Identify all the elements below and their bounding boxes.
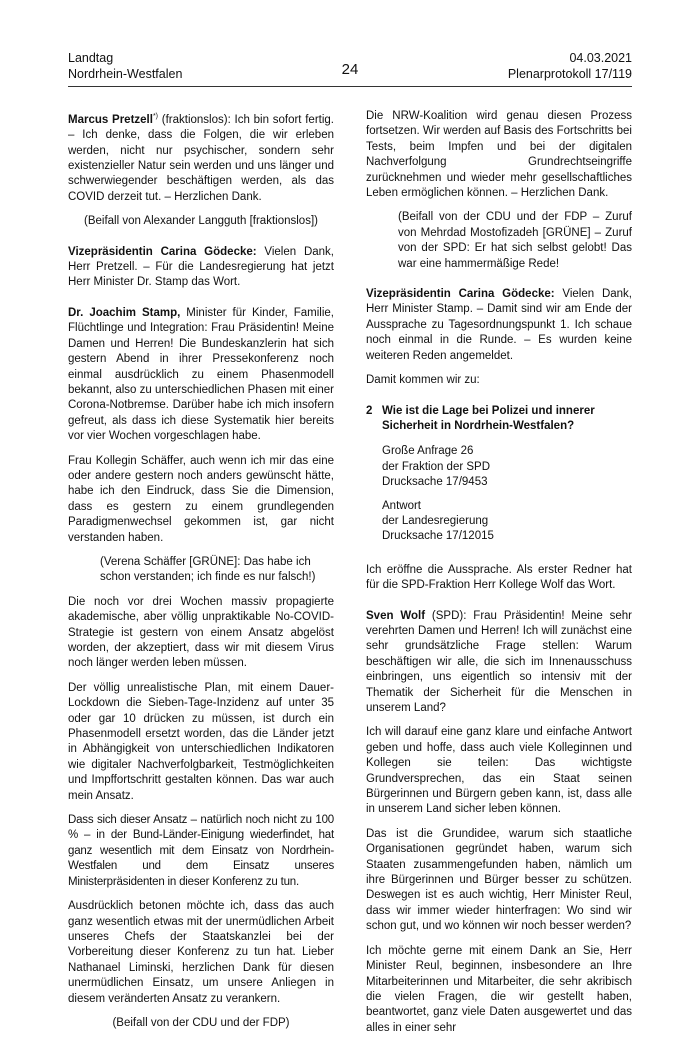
speaker-name: Vizepräsidentin Carina Gödecke: <box>366 288 555 301</box>
interjection-applause: (Beifall von der CDU und der FDP) <box>112 1016 290 1029</box>
agenda-number: 2 <box>366 404 373 417</box>
paragraph: Damit kommen wir zu: <box>366 374 480 387</box>
paragraph: Ich möchte gerne mit einem Dank an Sie, Herr Minister Reul, beginnen, insbesondere an Ihre Mitarbeiterinnen und Mitarbeiter, die sehr akribisch die vielen Fragen, die wir gestellt haben, beantwortet, ganz viele Daten ausgewertet und das alles in einer sehr <box>366 944 632 1034</box>
interjection-applause: (Beifall von Alexander Langguth [fraktionslos]) <box>84 215 318 228</box>
document-reference-answer <box>366 499 632 545</box>
doc-line: der Fraktion der SPD <box>382 460 491 473</box>
agenda-title: Wie ist die Lage bei Polizei und innerer Sicherheit in Nordrhein-Westfalen? <box>382 404 595 432</box>
speaker-name: Vizepräsidentin Carina Gödecke: <box>68 245 257 258</box>
speech-text: Minister für Kinder, Familie, Flüchtlinge und Integration: Frau Präsidentin! Meine Damen und Herren! Die Bundeskanzlerin hat sich gestern Abend in ihrer Pressekonferenz noch einmal ausdrücklich zu einem Phasenmodell bekannt, also zu unterschiedlichen Phasen mit einer Corona-Notbremse. Darüber habe ich mich insofern gefreut, als dass ich diese Systematik hier bereits vor vier Wochen vorgeschlagen habe. <box>68 306 334 443</box>
doc-line: der Landesregierung <box>382 514 489 527</box>
doc-line: Antwort <box>382 499 421 512</box>
agenda-item-heading <box>366 404 632 435</box>
header-right <box>508 50 632 82</box>
paragraph: Ich will darauf eine ganz klare und einfache Antwort geben und hoffe, dass auch viele Kolleginnen und Kollegen sie teilen: Das wichtigste Grundversprechen, das ein Staat seinen Bürgerinnen und Bürgern geben kann, ist, dass alle in unserem Land sicher leben können. <box>366 726 632 816</box>
footnote-mark: *) <box>152 113 158 120</box>
speech-vice-president <box>366 287 632 364</box>
speech-pretzell <box>68 109 334 205</box>
speaker-name: Marcus Pretzell <box>68 113 153 126</box>
doc-line: Drucksache 17/12015 <box>382 530 494 543</box>
speech-wolf <box>366 609 632 717</box>
paragraph: Ausdrücklich betonen möchte ich, dass das auch ganz wesentlich etwas mit der unermüdlichen Arbeit unseres Chefs der Staatskanzlei bei der Vorbereitung dieser Konferenz zu tun hat. Lieber Nathanael Liminski, herzlichen Dank für diesen unermüdlichen Einsatz, um unsere Anliegen in diesem veränderten Ansatz zu verankern. <box>68 900 334 1005</box>
paragraph: Das ist die Grundidee, warum sich staatliche Organisationen gegründet haben, warum sich Staaten zusammengefunden haben, nämlich um ihre Bürgerinnen und Bürger besser zu schützen. Deswegen ist es auch wichtig, Herr Minister Reul, dass wir immer wieder hinterfragen: Wo sind wir schon gut, und wo können wir noch besser werden? <box>366 827 632 933</box>
speech-stamp <box>68 306 334 445</box>
speech-text: Vielen Dank, Herr Minister Stamp. – Damit sind wir am Ende der Aussprache zu Tagesordnungspunkt 1. Ich schaue noch einmal in die Runde. – Es wurden keine weiteren Reden angemeldet. <box>366 288 632 362</box>
speech-text: (fraktionslos): Ich bin sofort fertig. – Ich denke, dass die Folgen, die wir erleben werden, nicht nur psychischer, sondern sehr existenzieller Natur sein werden und uns länger und schwerwiegender beschäftigen werden, als das COVID derzeit tut. – Herzlichen Dank. <box>68 113 335 203</box>
header-rule <box>68 86 632 87</box>
header-parliament: Landtag <box>68 51 114 65</box>
header-protocol: Plenarprotokoll 17/119 <box>507 67 632 81</box>
page-header <box>68 50 632 84</box>
left-column <box>68 109 334 1040</box>
paragraph: Ich eröffne die Aussprache. Als erster Redner hat für die SPD-Fraktion Herr Kollege Wolf das Wort. <box>366 563 632 592</box>
interjection-applause: (Beifall von der CDU und der FDP – Zuruf von Mehrdad Mostofizadeh [GRÜNE] – Zuruf von der SPD: Er hat sich selbst gelobt! Das war eine hammermäßige Rede! <box>398 211 632 270</box>
speech-text: Vielen Dank, Herr Pretzell. – Für die Landesregierung hat jetzt Herr Minister Dr. Stamp das Wort. <box>68 245 334 289</box>
header-state: Nordrhein-Westfalen <box>68 67 183 81</box>
right-column <box>366 109 632 1045</box>
paragraph: Die noch vor drei Wochen massiv propagierte akademische, aber völlig unpraktikable No-COVID-Strategie ist gestern von einem Ansatz abgelöst worden, der akzeptiert, dass wir mit diesem Virus noch länger werden leben müssen. <box>68 595 334 670</box>
speech-vice-president <box>68 245 334 291</box>
paragraph: Die NRW-Koalition wird genau diesen Prozess fortsetzen. Wir werden auf Basis des Fortschritts bei Tests, beim Impfen und bei der digitalen Nachverfolgung Grundrechtseingriffe zurücknehmen und wieder mehr gesellschaftliches Leben ermöglichen können. – Herzlichen Dank. <box>366 110 632 200</box>
speech-text: (SPD): Frau Präsidentin! Meine sehr verehrten Damen und Herren! Ich will zunächst eine sehr grundsätzliche Frage stellen: Warum beschäftigen wir alle, die sich im Innenausschuss einbringen, uns eigentlich so intensiv mit der Thematik der Sicherheit für die Menschen in unserem Land? <box>366 609 632 714</box>
header-date: 04.03.2021 <box>569 51 632 65</box>
paragraph: Frau Kollegin Schäffer, auch wenn ich mir das eine oder andere gestern noch anders gewünscht hätte, habe ich den Eindruck, dass Sie die Dimension, dass es gestern zu einem grundlegenden Paradigmenwechsel gekommen ist, gar nicht verstanden haben. <box>68 454 334 544</box>
paragraph: Der völlig unrealistische Plan, mit einem Dauer-Lockdown die Sieben-Tage-Inzidenz auf unter 35 oder gar 10 drücken zu müssen, ist durch ein Phasenmodell ersetzt worden, das die Länder jetzt in Abhängigkeit von unterschiedlichen Indikatoren wie digitaler Nachverfolgbarkeit, Testmöglichkeiten und Impffortschritt gestalten können. Das war auch mein Ansatz. <box>68 681 334 802</box>
page-number: 24 <box>341 61 359 78</box>
interjection-schaeffer: (Verena Schäffer [GRÜNE]: Das habe ich schon verstanden; ich finde es nur falsch!) <box>100 555 316 584</box>
doc-line: Große Anfrage 26 <box>382 445 474 458</box>
speaker-name: Sven Wolf <box>366 609 426 622</box>
doc-line: Drucksache 17/9453 <box>382 476 488 489</box>
speaker-name: Dr. Joachim Stamp, <box>68 306 181 319</box>
paragraph: Dass sich dieser Ansatz – natürlich noch nicht zu 100 % – in der Bund-Länder-Einigung wiederfindet, hat ganz wesentlich mit dem Einsatz von Nordrhein-Westfalen und dem Einsatz unseres Ministerpräsidenten in dieser Konferenz zu tun. <box>68 814 334 888</box>
document-reference-inquiry <box>366 444 632 490</box>
